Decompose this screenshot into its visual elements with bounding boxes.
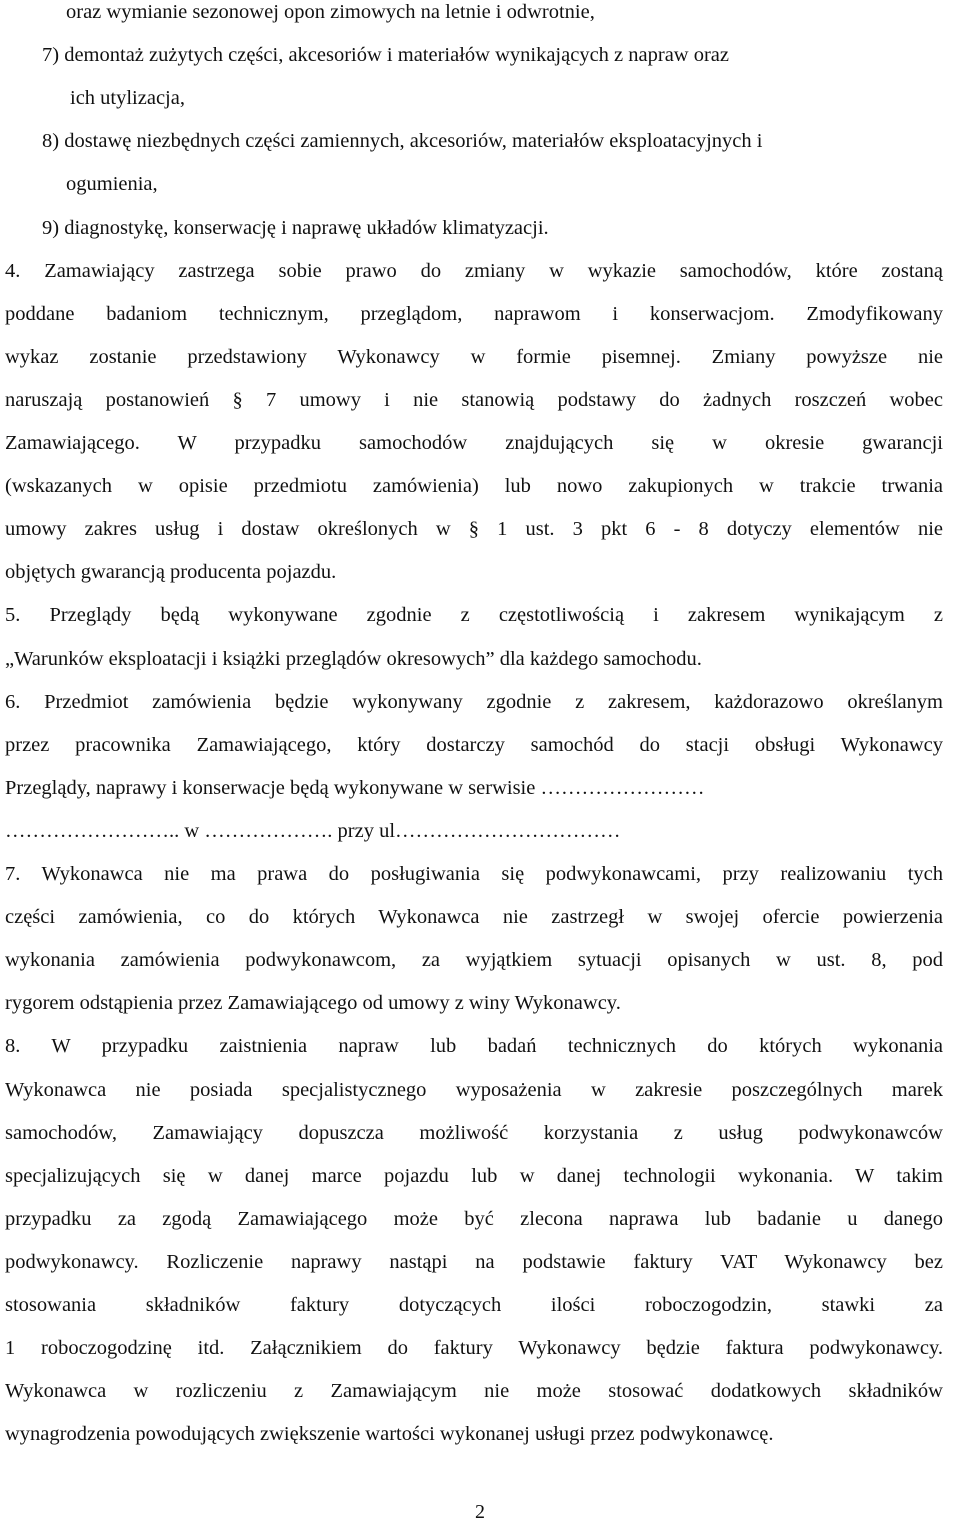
text-line: 7) demontaż zużytych części, akcesoriów i materiałów wynikających z napraw oraz [42, 44, 730, 67]
text-line: ich utylizacja, [70, 87, 185, 110]
text-line: części zamówienia, co do których Wykonawca nie zastrzegł w swojej ofercie powierzenia [5, 906, 943, 929]
text-line: przez pracownika Zamawiającego, który dostarczy samochód do stacji obsługi Wykonawcy [5, 733, 943, 756]
text-line: Wykonawca nie posiada specjalistycznego wyposażenia w zakresie poszczególnych marek [5, 1078, 943, 1101]
text-line: wykonania zamówienia podwykonawcom, za wyjątkiem sytuacji opisanych w ust. 8, pod [5, 949, 943, 972]
text-line: 6. Przedmiot zamówienia będzie wykonywany zgodnie z zakresem, każdorazowo określanym [5, 690, 943, 713]
text-line: Zamawiającego. W przypadku samochodów znajdujących się w okresie gwarancji [5, 432, 943, 454]
text-line: stosowania składników faktury dotyczących ilości roboczogodzin, stawki za [5, 1294, 943, 1316]
text-line: umowy zakres usług i dostaw określonych w § 1 ust. 3 pkt 6 - 8 dotyczy elementów nie [5, 518, 943, 541]
page-number: 2 [475, 1501, 485, 1523]
text-line: objętych gwarancją producenta pojazdu. [5, 561, 337, 584]
text-line: specjalizujących się w danej marce pojazdu lub w danej technologii wykonania. W takim [5, 1164, 943, 1187]
text-line: 5. Przeglądy będą wykonywane zgodnie z częstotliwością i zakresem wynikającym z [5, 604, 943, 627]
text-line: 8. W przypadku zaistnienia napraw lub badań technicznych do których wykonania [5, 1035, 943, 1058]
text-line: naruszają postanowień § 7 umowy i nie stanowią podstawy do żadnych roszczeń wobec [5, 388, 943, 411]
text-line: 7. Wykonawca nie ma prawa do posługiwania się podwykonawcami, przy realizowaniu tych [5, 863, 943, 885]
text-line: przypadku za zgodą Zamawiającego może być zlecona naprawa lub badanie u danego [5, 1207, 943, 1230]
text-line: podwykonawcy. Rozliczenie naprawy nastąpi na podstawie faktury VAT Wykonawcy bez [5, 1250, 943, 1273]
text-line: Przeglądy, naprawy i konserwacje będą wykonywane w serwisie …………………… [5, 776, 705, 799]
text-line: poddane badaniom technicznym, przeglądom, naprawom i konserwacjom. Zmodyfikowany [5, 302, 943, 325]
text-line: 9) diagnostykę, konserwację i naprawę układów klimatyzacji. [42, 216, 549, 239]
text-line: „Warunków eksploatacji i książki przeglądów okresowych” dla każdego samochodu. [5, 647, 702, 670]
text-line: 1 roboczogodzinę itd. Załącznikiem do faktury Wykonawcy będzie faktura podwykonawcy. [5, 1337, 943, 1360]
text-line: (wskazanych w opisie przedmiotu zamówienia) lub nowo zakupionych w trakcie trwania [5, 475, 943, 498]
text-line: …………………….. w ………………. przy ul…………………………… [5, 819, 621, 842]
text-line: 4. Zamawiający zastrzega sobie prawo do zmiany w wykazie samochodów, które zostaną [5, 259, 943, 282]
text-line: oraz wymianie sezonowej opon zimowych na letnie i odwrotnie, [66, 1, 595, 23]
text-line: wynagrodzenia powodujących zwiększenie wartości wykonanej usługi przez podwykonawcę. [5, 1423, 774, 1446]
text-line: samochodów, Zamawiający dopuszcza możliwość korzystania z usług podwykonawców [5, 1121, 943, 1144]
text-line: ogumienia, [66, 173, 158, 196]
text-line: Wykonawca w rozliczeniu z Zamawiającym nie może stosować dodatkowych składników [5, 1380, 943, 1403]
text-line: wykaz zostanie przedstawiony Wykonawcy w formie pisemnej. Zmiany powyższe nie [5, 345, 943, 368]
text-line: 8) dostawę niezbędnych części zamiennych, akcesoriów, materiałów eksploatacyjnych i [42, 130, 763, 153]
text-line: rygorem odstąpienia przez Zamawiającego od umowy z winy Wykonawcy. [5, 992, 621, 1015]
